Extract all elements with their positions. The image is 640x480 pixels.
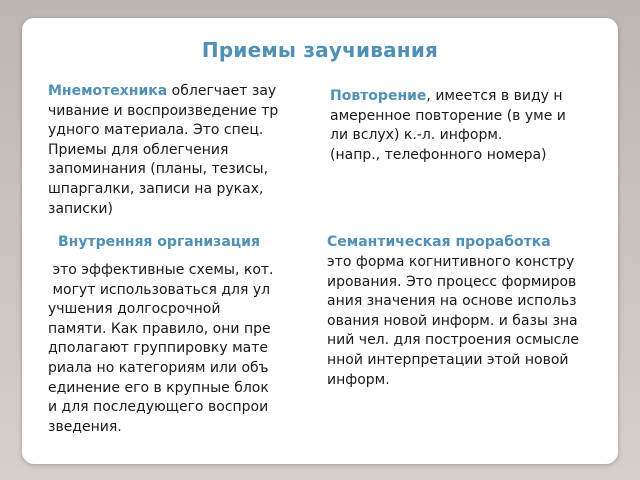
- repetition-line: амеренное повторение (в уме и: [330, 107, 566, 124]
- repetition-term: Повторение: [330, 88, 427, 104]
- semantic-elaboration-line: ования новой информ. и базы зна: [327, 312, 578, 329]
- internal-organization-line: памяти. Как правило, они пре: [48, 320, 271, 337]
- internal-organization-line: могут использоваться для ул: [48, 281, 271, 298]
- internal-organization-line: и для последующего воспрои: [48, 399, 269, 416]
- mnemotechnics-block: [48, 82, 278, 219]
- semantic-elaboration-line: это форма когнитивного констру: [327, 254, 575, 270]
- mnemotechnics-line: шпаргалки, записи на руках,: [48, 180, 264, 197]
- semantic-elaboration-heading: Семантическая проработка: [327, 234, 551, 250]
- mnemotechnics-line: удного материала. Это спец.: [48, 122, 264, 139]
- semantic-elaboration-line: информ.: [327, 371, 390, 388]
- repetition-first-line: , имеется в виду н: [426, 88, 563, 104]
- internal-organization-block: [48, 261, 274, 437]
- mnemotechnics-line: Приемы для облегчения: [48, 141, 229, 158]
- semantic-elaboration-block: [327, 253, 579, 390]
- internal-organization-line: учшения долгосрочной: [48, 301, 221, 318]
- internal-organization-line: риала но категориям или объ: [48, 359, 269, 376]
- semantic-elaboration-line: ания значения на основе использ: [327, 293, 577, 310]
- semantic-elaboration-line: нной интерпретации этой новой: [327, 351, 569, 368]
- internal-organization-line: зведения.: [48, 418, 122, 435]
- repetition-line: ли вслух) к.-л. информ.: [330, 127, 503, 144]
- repetition-block: [330, 87, 566, 165]
- semantic-elaboration-line: ирования. Это процесс формиров: [327, 273, 577, 290]
- internal-organization-line: это эффективные схемы, кот.: [48, 262, 274, 278]
- internal-organization-line: дполагают группировку мате: [48, 340, 268, 357]
- semantic-elaboration-line: ний чел. для построения осмысле: [327, 332, 579, 349]
- repetition-line: (напр., телефонного номера): [330, 146, 547, 163]
- mnemotechnics-line: записки): [48, 200, 113, 217]
- mnemotechnics-term: Мнемотехника: [48, 83, 168, 99]
- mnemotechnics-first-line: облегчает зау: [167, 83, 277, 99]
- internal-organization-heading: Внутренняя организация: [58, 234, 260, 250]
- slide-title: Приемы заучивания: [201, 38, 439, 62]
- mnemotechnics-line: запоминания (планы, тезисы,: [48, 161, 269, 178]
- internal-organization-line: единение его в крупные блок: [48, 379, 269, 396]
- mnemotechnics-line: чивание и воспроизведение тр: [48, 102, 279, 119]
